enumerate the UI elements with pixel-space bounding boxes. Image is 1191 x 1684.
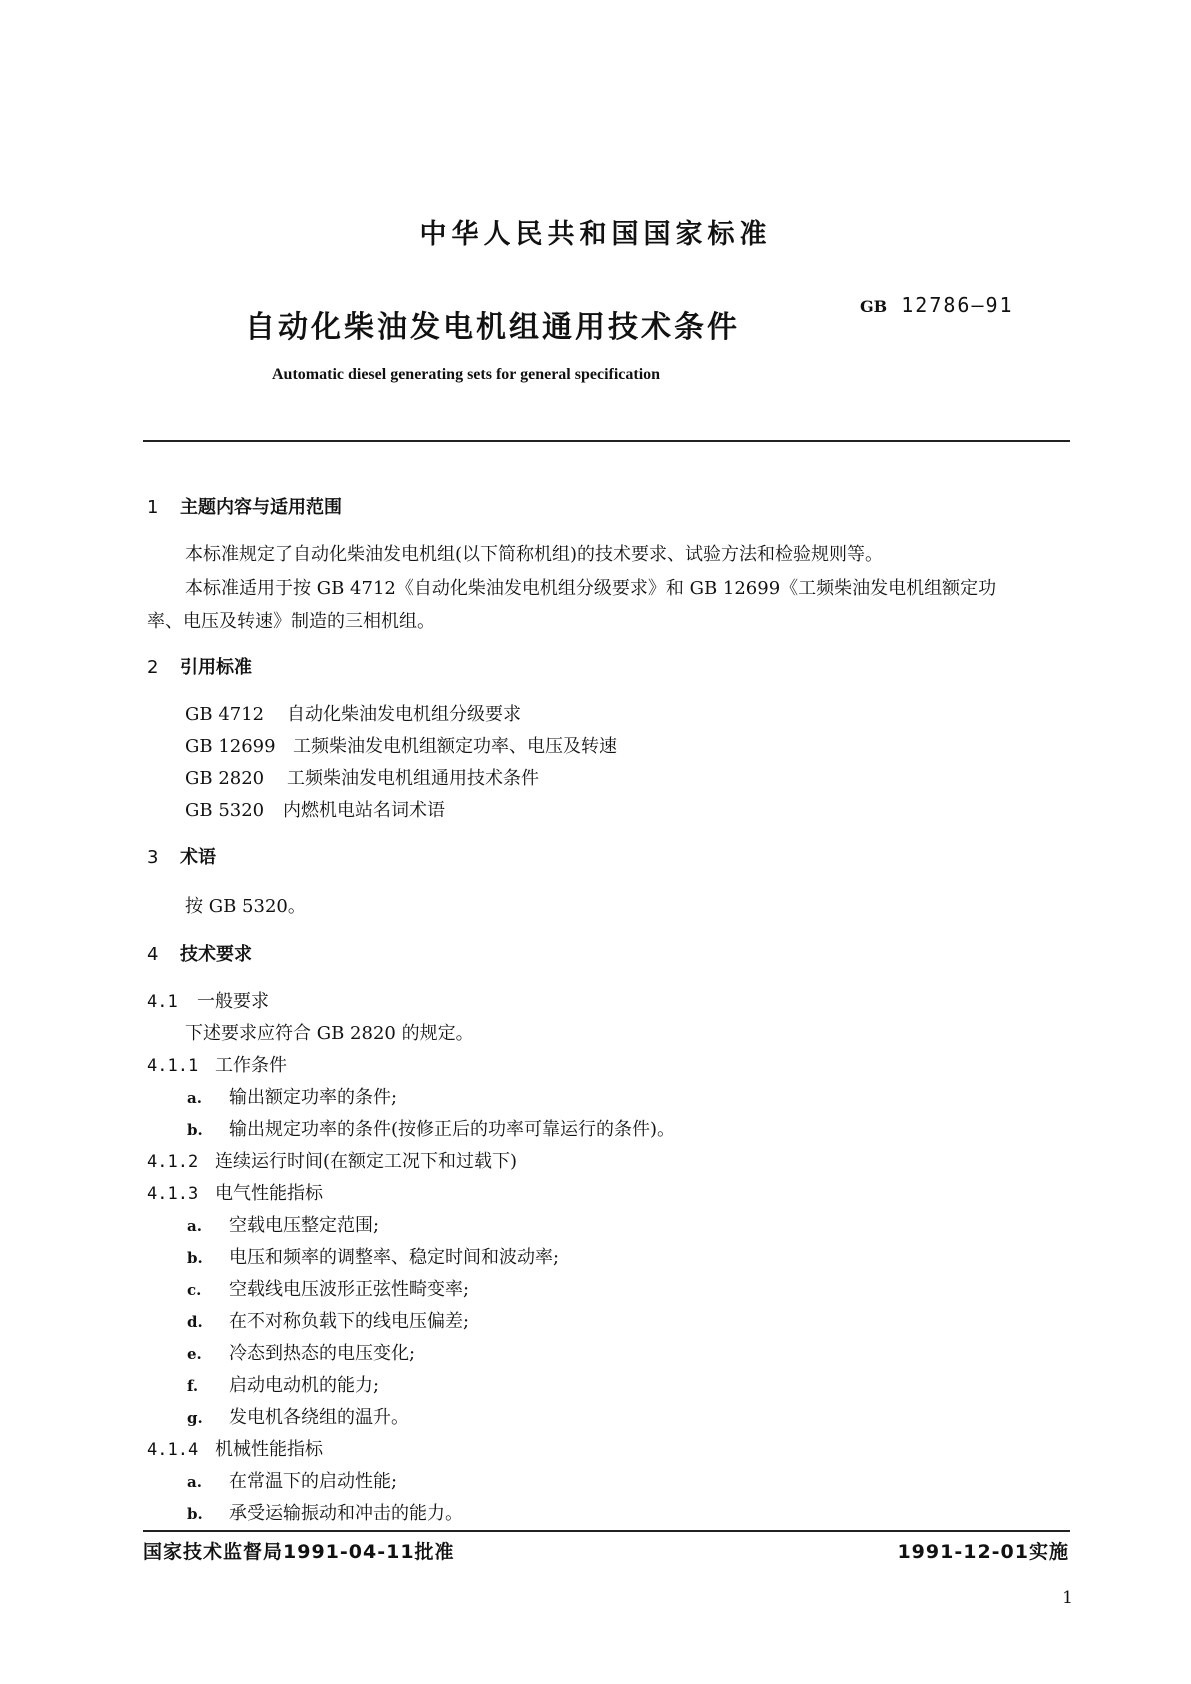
section-title: 引用标准 bbox=[180, 657, 252, 678]
list-letter: a. bbox=[187, 1473, 202, 1491]
reference-item bbox=[185, 700, 521, 726]
list-item bbox=[187, 1243, 559, 1269]
section-1-paragraph-2-cont: 率、电压及转速》制造的三相机组。 bbox=[147, 611, 435, 632]
subsection-title: 连续运行时间(在额定工况下和过载下) bbox=[215, 1151, 518, 1172]
reference-code: GB 4712 bbox=[185, 704, 265, 725]
list-letter: b. bbox=[187, 1121, 203, 1139]
list-item bbox=[187, 1083, 397, 1109]
section-number: 1 bbox=[147, 497, 159, 518]
list-text: 发电机各绕组的温升。 bbox=[229, 1407, 409, 1428]
list-letter: c. bbox=[187, 1281, 202, 1299]
section-number: 3 bbox=[147, 847, 159, 868]
section-3-paragraph: 按 GB 5320。 bbox=[185, 896, 306, 917]
section-1-paragraph-2: 本标准适用于按 GB 4712《自动化柴油发电机组分级要求》和 GB 12699《工频柴油发电机组额定功 bbox=[185, 578, 997, 599]
header-divider bbox=[143, 440, 1070, 442]
standard-code-prefix: GB bbox=[860, 297, 888, 316]
subsection-title: 机械性能指标 bbox=[215, 1439, 323, 1460]
subsection-4-1 bbox=[147, 987, 269, 1013]
subsection-4-1-4 bbox=[147, 1435, 323, 1461]
list-text: 启动电动机的能力; bbox=[229, 1375, 380, 1396]
list-item bbox=[187, 1467, 397, 1493]
subsection-4-1-text: 下述要求应符合 GB 2820 的规定。 bbox=[185, 1023, 474, 1044]
list-letter: g. bbox=[187, 1409, 203, 1427]
standard-code bbox=[860, 293, 1014, 317]
document-title: 自动化柴油发电机组通用技术条件 bbox=[245, 310, 740, 345]
list-item bbox=[187, 1211, 379, 1237]
section-title: 主题内容与适用范围 bbox=[180, 497, 342, 518]
section-title: 技术要求 bbox=[180, 944, 252, 965]
effective-date: 1991-12-01实施 bbox=[897, 1541, 1069, 1563]
subsection-title: 工作条件 bbox=[215, 1055, 287, 1076]
list-text: 输出额定功率的条件; bbox=[229, 1087, 398, 1108]
list-text: 空载线电压波形正弦性畸变率; bbox=[229, 1279, 470, 1300]
english-subtitle: Automatic diesel generating sets for general specification bbox=[272, 366, 661, 383]
approval-line: 国家技术监督局1991-04-11批准 bbox=[143, 1541, 455, 1563]
reference-code: GB 5320 bbox=[185, 800, 265, 821]
reference-item bbox=[185, 796, 445, 822]
reference-code: GB 2820 bbox=[185, 768, 265, 789]
page-number: 1 bbox=[1062, 1588, 1073, 1608]
footer-divider bbox=[143, 1530, 1070, 1532]
list-item bbox=[187, 1115, 675, 1141]
list-letter: b. bbox=[187, 1249, 203, 1267]
subsection-number: 4.1.4 bbox=[147, 1440, 199, 1460]
subsection-number: 4.1.2 bbox=[147, 1152, 199, 1172]
subsection-4-1-2 bbox=[147, 1147, 517, 1173]
subsection-number: 4.1 bbox=[147, 992, 178, 1012]
section-4-heading bbox=[147, 940, 252, 966]
section-2-heading bbox=[147, 653, 252, 679]
section-3-heading bbox=[147, 843, 216, 869]
list-letter: a. bbox=[187, 1089, 202, 1107]
reference-name: 工频柴油发电机组通用技术条件 bbox=[287, 768, 539, 789]
subsection-title: 电气性能指标 bbox=[215, 1183, 323, 1204]
list-item bbox=[187, 1499, 463, 1525]
subsection-title: 一般要求 bbox=[197, 991, 269, 1012]
list-text: 冷态到热态的电压变化; bbox=[229, 1343, 416, 1364]
list-text: 输出规定功率的条件(按修正后的功率可靠运行的条件)。 bbox=[229, 1119, 676, 1140]
list-item bbox=[187, 1403, 409, 1429]
reference-name: 自动化柴油发电机组分级要求 bbox=[287, 704, 521, 725]
subsection-number: 4.1.3 bbox=[147, 1184, 199, 1204]
reference-name: 内燃机电站名词术语 bbox=[283, 800, 445, 821]
section-1-paragraph-1: 本标准规定了自动化柴油发电机组(以下简称机组)的技术要求、试验方法和检验规则等。 bbox=[185, 544, 884, 565]
list-letter: e. bbox=[187, 1345, 202, 1363]
section-number: 4 bbox=[147, 944, 159, 965]
subsection-number: 4.1.1 bbox=[147, 1056, 199, 1076]
subsection-4-1-3 bbox=[147, 1179, 323, 1205]
list-text: 在常温下的启动性能; bbox=[229, 1471, 398, 1492]
section-title: 术语 bbox=[180, 847, 216, 868]
standard-code-number: 12786—91 bbox=[901, 293, 1014, 317]
list-text: 承受运输振动和冲击的能力。 bbox=[229, 1503, 463, 1524]
list-letter: f. bbox=[187, 1377, 199, 1395]
subsection-4-1-1 bbox=[147, 1051, 287, 1077]
list-item bbox=[187, 1275, 469, 1301]
list-item bbox=[187, 1307, 469, 1333]
national-standard-heading: 中华人民共和国国家标准 bbox=[419, 219, 772, 250]
list-letter: b. bbox=[187, 1505, 203, 1523]
list-letter: d. bbox=[187, 1313, 203, 1331]
list-text: 电压和频率的调整率、稳定时间和波动率; bbox=[229, 1247, 560, 1268]
reference-item bbox=[185, 764, 539, 790]
list-text: 在不对称负载下的线电压偏差; bbox=[229, 1311, 470, 1332]
reference-name: 工频柴油发电机组额定功率、电压及转速 bbox=[293, 736, 617, 757]
list-letter: a. bbox=[187, 1217, 202, 1235]
reference-code: GB 12699 bbox=[185, 736, 276, 757]
list-text: 空载电压整定范围; bbox=[229, 1215, 380, 1236]
section-1-heading bbox=[147, 493, 342, 519]
reference-item bbox=[185, 732, 617, 758]
list-item bbox=[187, 1339, 415, 1365]
section-number: 2 bbox=[147, 657, 159, 678]
list-item bbox=[187, 1371, 379, 1397]
